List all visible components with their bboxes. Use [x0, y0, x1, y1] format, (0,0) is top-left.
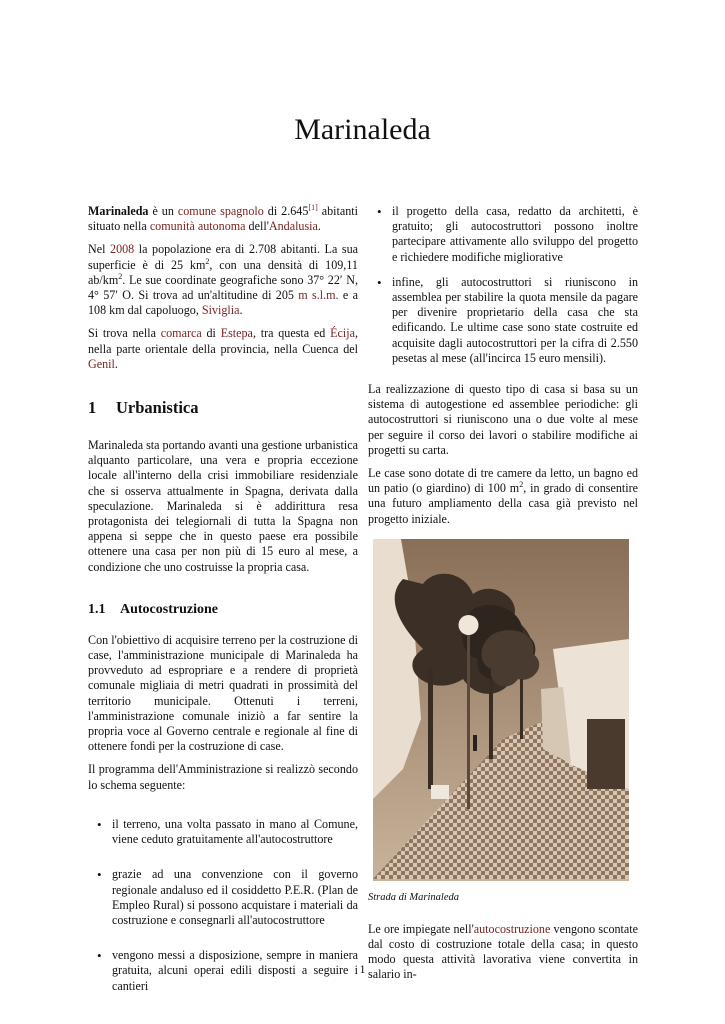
- link-comune-spagnolo[interactable]: comune spagnolo: [177, 204, 264, 218]
- case-paragraph: Le case sono dotate di tre camere da letto, un bagno ed un patio (o giardino) di 100 $m^2$, in grado di consentire una futuro ampliamento della casa già previsto nel progetto iniziale.: [368, 466, 638, 526]
- program-list-continued: [368, 204, 638, 366]
- link-estepa[interactable]: Estepa: [220, 326, 253, 341]
- list-item: • infine, gli autocostruttori si riuniscono in assemblea per stabilire la quota mensile da pagare per divenire proprietario della casa che sta edificando. Le ultime case sono state costruite ed acquisite dagli autocostruttori per la cifra di 2.550 pesetas al mese (all'incirca 15 euro mensili).: [368, 275, 638, 366]
- link-comarca[interactable]: comarca: [160, 326, 202, 341]
- autogestione-paragraph: La realizzazione di questo tipo di casa si basa su un sistema di autogestione ed assemblee periodiche: gli autocostruttori si riuniscono una o due volte al mese per seguire il corso dei lavori o stabilire modifiche ai progetti su carta.: [368, 382, 638, 457]
- list-item: • vengono messi a disposizione, sempre in maniera gratuita, alcuni operai edili disposti a seguire i cantieri: [88, 948, 358, 994]
- link-2008[interactable]: 2008: [110, 242, 135, 257]
- link-ecija[interactable]: Écija: [330, 326, 355, 341]
- page-number: 1: [359, 962, 366, 976]
- photo-caption: Strada di Marinaleda: [368, 891, 459, 903]
- street-photo-illustration: [373, 539, 629, 881]
- left-column: [88, 204, 358, 1014]
- section-heading-urbanistica: 1 Urbanistica: [88, 398, 199, 418]
- reference-1[interactable]: [1]: [308, 202, 318, 212]
- autocostruzione-paragraph-1: Con l'obiettivo di acquisire terreno per la costruzione di case, l'amministrazione municipale di Marinaleda ha provveduto ad espropriare e a rendere di proprietà comunale migliaia di metri quadrati in prossimità del territorio municipale. Ottenuti i terreni, l'amministrazione comunale iniziò a far sentire la propria voce al Governo centrale e regionale al fine di ottenere fondi per la costruzione di case.: [88, 632, 358, 754]
- link-m-slm[interactable]: m s.l.m.: [298, 288, 339, 303]
- page-title: Marinaleda: [294, 113, 431, 146]
- link-comunita-autonoma[interactable]: comunità autonoma: [149, 219, 246, 234]
- link-siviglia[interactable]: Siviglia: [201, 303, 240, 318]
- intro-paragraph-1: Marinaleda è un comune spagnolo di 2.645[1] abitanti situato nella comunità autonoma dell'Andalusia.: [88, 202, 358, 234]
- urbanistica-paragraph: Marinaleda sta portando avanti una gestione urbanistica alquanto particolare, una vera e propria eccezione locale all'interno della crisi immobiliare residenziale che si osserva attualmente in Spagna, derivata dalla speculazione. Marinaleda si è addirittura resa protagonista dei telegiornali di tutta la Spagna non appena si seppe che in questo paese era possibile ottenere una casa per non più di 15 euro al mese, a condizione che uno costruisse la propria casa.: [88, 438, 359, 574]
- link-genil[interactable]: Genil: [88, 356, 115, 371]
- list-item: • grazie ad una convenzione con il governo regionale andaluso ed il cosiddetto P.E.R. (Plan de Empleo Rural) si possono acquistare i materiali da costruzione e consegnarli all'autocostruttore: [88, 867, 358, 928]
- street-photo[interactable]: [373, 539, 629, 881]
- list-item: • il progetto della casa, redatto da architetti, è gratuito; gli autocostruttori possono inoltre partecipare attivamente allo sviluppo del progetto e richiedere modifiche migliorative: [368, 204, 638, 265]
- right-column: [368, 204, 638, 991]
- ore-paragraph: Le ore impiegate nell'autocostruzione vengono scontate dal costo di costruzione totale della casa; in questo modo questa attività lavorativa viene convertita in salario in-: [368, 921, 638, 982]
- article-subject: Marinaleda: [88, 204, 149, 218]
- section-number: 1: [88, 398, 97, 418]
- link-autocostruzione[interactable]: autocostruzione: [473, 921, 551, 936]
- intro-paragraph-3: Si trova nella comarca di Estepa, tra questa ed Écija, nella parte orientale della provincia, nella Cuenca del Genil.: [88, 326, 358, 371]
- subsection-number: 1.1: [88, 601, 106, 617]
- list-item: • il terreno, una volta passato in mano al Comune, viene ceduto gratuitamente all'autocostruttore: [88, 817, 358, 847]
- link-andalusia[interactable]: Andalusia: [268, 219, 318, 234]
- subsection-heading-autocostruzione: 1.1 Autocostruzione: [88, 601, 218, 617]
- autocostruzione-paragraph-2: Il programma dell'Amministrazione si realizzò secondo lo schema seguente:: [88, 762, 358, 792]
- intro-paragraph-2: Nel 2008 la popolazione era di 2.708 abitanti. La sua superficie è di 25 $km^2$, con una densità di 109,11 $ab/km^2$. Le sue coordinate geografiche sono 37° 22′ N, 4° 57′ O. Si trova ad un'altitudine di 205 m s.l.m. e a 108 km dal capoluogo, Siviglia.: [88, 242, 358, 318]
